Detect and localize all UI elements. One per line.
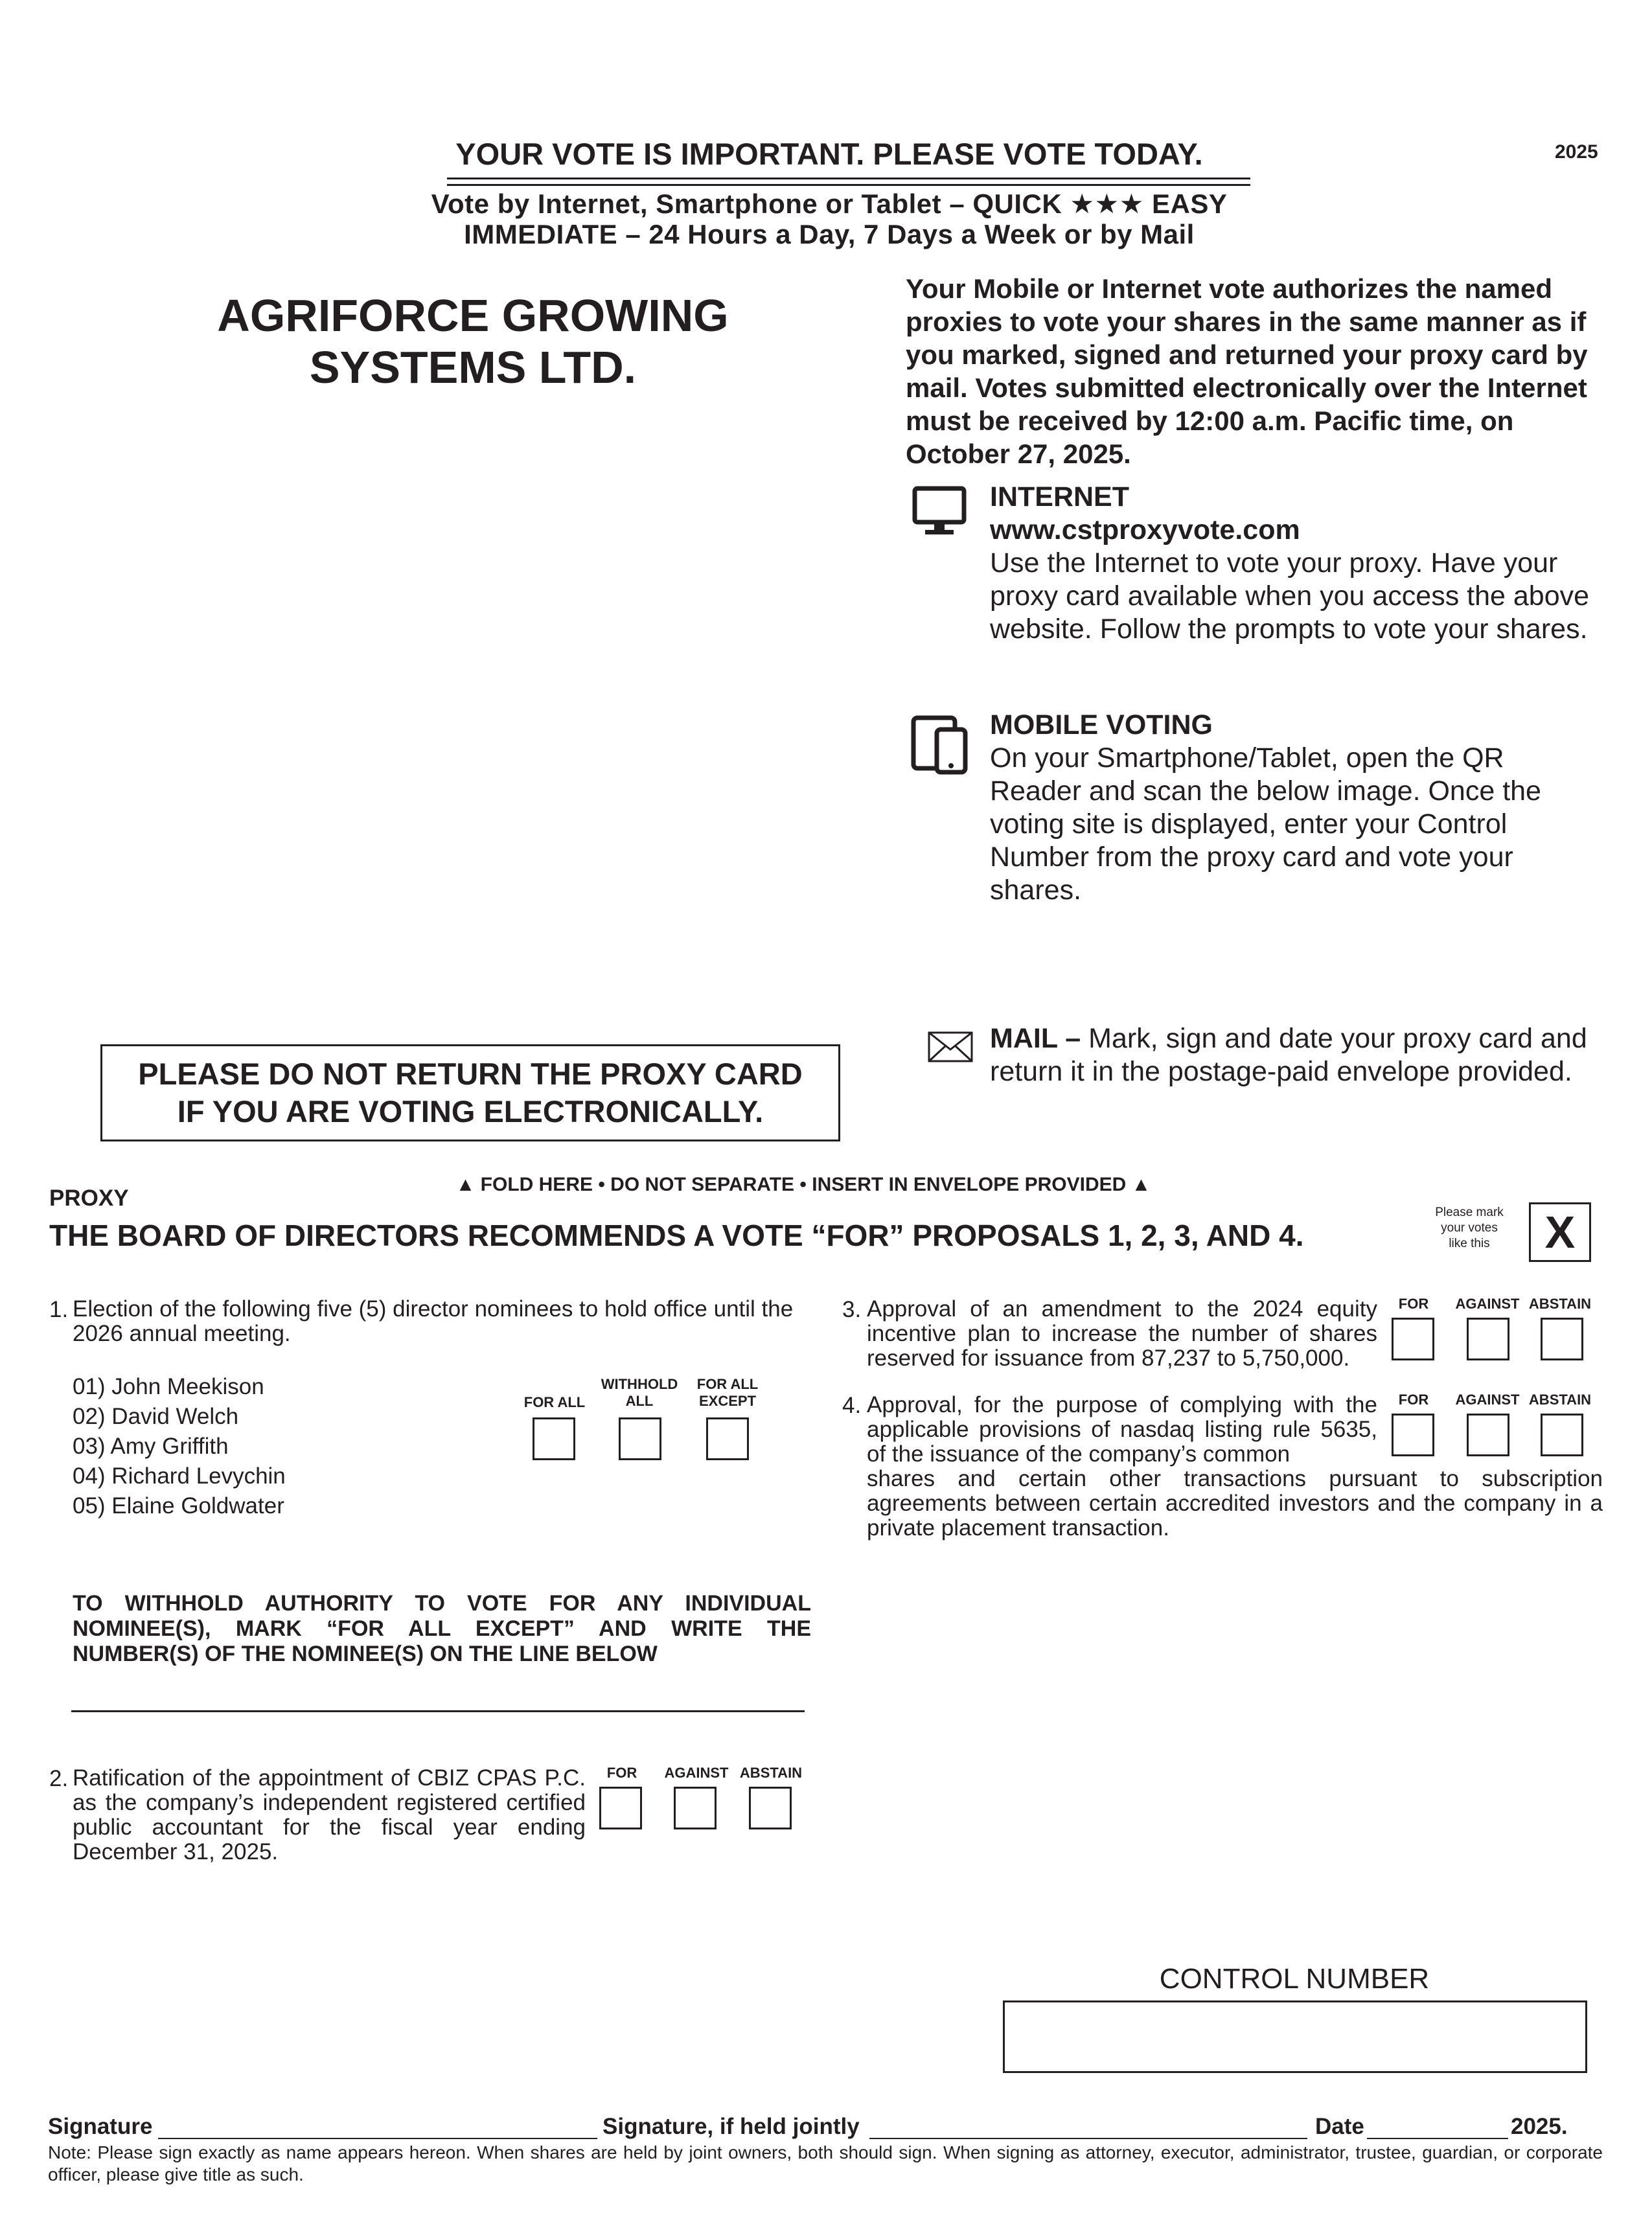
electronic-vote-authorization: Your Mobile or Internet vote authorizes the named proxies to vote your shares in the same manner as if you marked, signed and returned your proxy card by mail. Votes submitted electronically over the Internet must be received by 12:00 a.m. Pacific time, on October 27, 2025. [906,273,1588,469]
date-line[interactable] [1367,2138,1508,2139]
proposal-3-against-checkbox[interactable] [1467,1318,1509,1360]
withhold-all-label-line-2: ALL [625,1393,654,1410]
signature-line[interactable] [158,2138,597,2139]
proposal-3-against-label: AGAINST [1455,1296,1520,1312]
internet-title: INTERNET [990,481,1129,512]
proposal-2-abstain-checkbox[interactable] [749,1787,792,1829]
signing-note: Note: Please sign exactly as name appears hereon. When shares are held by joint owners, both should sign. When signing as attorney, executor, administrator, trustee, guardian, or corporate officer, please give title as such. [48,2142,1603,2184]
proposal-1-for-all-checkbox[interactable] [533,1417,575,1460]
for-all-except-label-line-1: FOR ALL [696,1376,759,1392]
proposal-2-abstain-label: ABSTAIN [739,1765,803,1781]
mark-example-box: X [1529,1202,1591,1262]
nominee-exception-line[interactable] [71,1710,805,1712]
company-name-line-2: SYSTEMS LTD. [309,341,637,393]
proposal-4-number: 4. [842,1393,862,1418]
year-label: 2025 [1555,141,1598,163]
nominee-3: 03) Amy Griffith [73,1434,229,1459]
internet-url[interactable]: www.cstproxyvote.com [990,514,1300,545]
mark-example-caption [1430,1205,1508,1252]
notice-line-2: IF YOU ARE VOTING ELECTRONICALLY. [177,1094,764,1129]
for-all-except-label [685,1376,770,1410]
date-label: Date [1315,2114,1364,2139]
proposal-1-withhold-all-checkbox[interactable] [619,1417,661,1460]
board-recommendation: THE BOARD OF DIRECTORS RECOMMENDS A VOTE “FOR” PROPOSALS 1, 2, 3, AND 4. [49,1219,1304,1252]
mail-voting-block [990,1022,1599,1088]
fold-instruction: ▲ FOLD HERE • DO NOT SEPARATE • INSERT IN ENVELOPE PROVIDED ▲ [455,1174,1151,1195]
headline-subline-1: Vote by Internet, Smartphone or Tablet – QUICK ★★★ EASY [431,189,1228,219]
proposal-3-number: 3. [842,1297,862,1322]
proposal-1-text: Election of the following five (5) director nominees to hold office until the 2026 annual meeting. [73,1296,794,1346]
internet-voting-block [990,481,1599,646]
envelope-icon [928,1031,973,1062]
proposal-4-for-label: FOR [1398,1392,1429,1408]
for-all-label: FOR ALL [523,1394,586,1410]
nominee-2: 02) David Welch [73,1404,239,1429]
joint-signature-line[interactable] [869,2138,1307,2139]
proposal-4-for-checkbox[interactable] [1392,1414,1434,1456]
monitor-icon [912,485,967,539]
joint-signature-label: Signature, if held jointly [602,2114,860,2139]
nominee-list [73,1372,286,1521]
nominee-1: 01) John Meekison [73,1374,264,1399]
withhold-instruction: TO WITHHOLD AUTHORITY TO VOTE FOR ANY INDIVIDUAL NOMINEE(S), MARK “FOR ALL EXCEPT” AND WRITE THE NUMBER(S) OF THE NOMINEE(S) ON THE LINE BELOW [73,1591,811,1666]
proposal-3-abstain-checkbox[interactable] [1541,1318,1583,1360]
proposal-3-abstain-label: ABSTAIN [1528,1296,1592,1312]
mobile-voting-block [990,709,1599,907]
control-number-box[interactable] [1003,2000,1587,2073]
internet-instructions: Use the Internet to vote your proxy. Have your proxy card available when you access the above website. Follow the prompts to vote your shares. [990,547,1590,645]
withhold-all-label-line-1: WITHHOLD [601,1376,678,1392]
proposal-3-for-label: FOR [1398,1296,1429,1312]
mark-example-line-1: Please mark [1435,1206,1504,1219]
proposal-4-abstain-label: ABSTAIN [1528,1392,1592,1408]
proxy-label: PROXY [49,1186,129,1211]
electronic-voting-notice [100,1044,840,1141]
mail-instructions: Mark, sign and date your proxy card and return it in the postage-paid envelope provided. [990,1023,1587,1087]
proposal-2-against-checkbox[interactable] [674,1787,717,1829]
notice-line-1: PLEASE DO NOT RETURN THE PROXY CARD [138,1057,803,1091]
company-name [117,290,829,394]
mail-title: MAIL – [990,1023,1081,1054]
proposal-3-text: Approval of an amendment to the 2024 equity incentive plan to increase the number of shares reserved for issuance from 87,237 to 5,750,000. [867,1296,1377,1371]
mobile-instructions: On your Smartphone/Tablet, open the QR Reader and scan the below image. Once the voting site is displayed, enter your Control Number from the proxy card and vote your shares. [990,742,1541,906]
company-name-line-1: AGRIFORCE GROWING [217,290,729,341]
proposal-1-for-all-except-checkbox[interactable] [706,1417,749,1460]
proposal-2-text: Ratification of the appointment of CBIZ CPAS P.C. as the company’s independent registered certified public accountant for the fiscal year ending December 31, 2025. [73,1765,586,1864]
nominee-5: 05) Elaine Goldwater [73,1493,284,1519]
headline: YOUR VOTE IS IMPORTANT. PLEASE VOTE TODAY. [455,137,1203,171]
headline-subline-2: IMMEDIATE – 24 Hours a Day, 7 Days a Week or by Mail [464,219,1195,249]
proposal-4-against-label: AGAINST [1455,1392,1520,1408]
mark-example-line-2: your votes [1441,1221,1498,1235]
signature-label: Signature [48,2114,153,2139]
proposal-3-for-checkbox[interactable] [1392,1318,1434,1360]
control-number-label: CONTROL NUMBER [1159,1963,1430,1995]
proposal-1-number: 1. [49,1297,69,1322]
proposal-4-text-rest: shares and certain other transactions pursuant to subscription agreements between certain accredited investors and the company in a private placement transaction. [867,1466,1603,1541]
proposal-4-against-checkbox[interactable] [1467,1414,1509,1456]
proposal-2-for-label: FOR [606,1765,637,1781]
proposal-2-for-checkbox[interactable] [599,1787,642,1829]
nominee-4: 04) Richard Levychin [73,1463,286,1489]
proposal-4-abstain-checkbox[interactable] [1541,1414,1583,1456]
headline-rule-bottom [447,184,1250,186]
mobile-title: MOBILE VOTING [990,709,1213,740]
for-all-except-label-line-2: EXCEPT [698,1393,757,1410]
date-year-suffix: 2025. [1511,2114,1568,2139]
proposal-4-text-top: Approval, for the purpose of complying with the applicable provisions of nasdaq listing rule 5635, of the issuance of the company’s common [867,1392,1377,1467]
proposal-2-against-label: AGAINST [664,1765,729,1781]
proposal-2-number: 2. [49,1766,69,1791]
mobile-devices-icon [911,715,969,775]
headline-rule-top [447,178,1250,179]
mark-example-line-3: like this [1449,1237,1490,1250]
withhold-all-label [597,1376,682,1410]
